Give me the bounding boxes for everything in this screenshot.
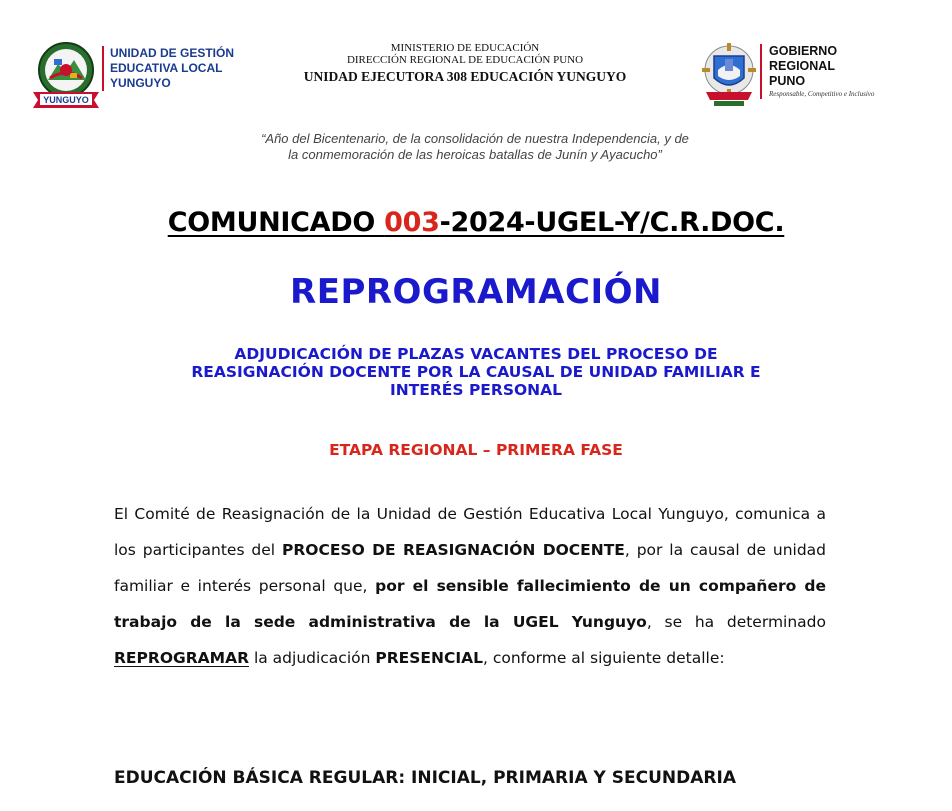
subject-line-3: INTERÉS PERSONAL [389,381,563,399]
body-text-5: , conforme al siguiente detalle: [483,649,725,667]
body-paragraph [114,496,826,676]
subject-heading [100,345,852,399]
body-text-4: la adjudicación [249,649,376,667]
body-bold-process: PROCESO DE REASIGNACIÓN DOCENTE [282,541,625,559]
subject-line-2: REASIGNACIÓN DOCENTE POR LA CAUSAL DE UNIDAD FAMILIAR E [191,363,761,381]
body-text-2: , por la causal de unidad familiar e interés personal que, [114,541,826,595]
ugel-emblem-banner-text: YUNGUYO [43,95,89,105]
gob-slogan: Responsable, Competitivo e Inclusivo [769,90,875,98]
gob-name-line-1: GOBIERNO [769,44,838,58]
gob-name-line-3: PUNO [769,74,806,88]
stage-heading: ETAPA REGIONAL – PRIMERA FASE [329,441,623,459]
body-text-1: El Comité de Reasignación de la Unidad de Gestión Educativa Local Yunguyo, comunica a los participantes del [114,505,826,559]
body-bold-reason: por el sensible fallecimiento de un compañero de trabajo de la sede administrativa de la UGEL Yunguyo [114,577,826,631]
year-motto-line-2: la conmemoración de las heroicas batallas de Junín y Ayacucho” [288,147,662,162]
body-text-3: , se ha determinado [646,613,826,631]
communique-title [0,206,952,240]
communique-prefix: COMUNICADO [167,207,385,238]
section-heading: EDUCACIÓN BÁSICA REGULAR: INICIAL, PRIMARIA Y SECUNDARIA [114,768,736,788]
headline: REPROGRAMACIÓN [290,272,662,312]
subject-line-1: ADJUDICACIÓN DE PLAZAS VACANTES DEL PROCESO DE [234,345,718,363]
body-bold-presencial: PRESENCIAL [375,649,483,667]
letterhead [0,0,952,120]
ugel-name-line-2: EDUCATIVA LOCAL [110,61,223,75]
ministry-name: MINISTERIO DE EDUCACIÓN [390,42,540,54]
communique-number: 003 [384,207,440,238]
ugel-name [102,46,234,91]
executing-unit: UNIDAD EJECUTORA 308 EDUCACIÓN YUNGUYO [303,69,627,84]
gob-name-line-2: REGIONAL [769,59,835,73]
body-bold-reprogramar: REPROGRAMAR [114,649,250,667]
ugel-yunguyo-emblem [30,40,102,110]
regional-direction: DIRECCIÓN REGIONAL DE EDUCACIÓN PUNO [346,54,584,66]
ministry-block [250,42,680,86]
ugel-name-line-1: UNIDAD DE GESTIÓN [110,46,235,60]
communique-suffix: -2024-UGEL-Y/C.R.DOC. [439,207,785,238]
gobierno-regional-name [760,44,874,99]
year-motto-line-1: “Año del Bicentenario, de la consolidación de nuestra Independencia, y de [261,131,689,146]
year-motto [150,131,800,163]
gobierno-regional-puno-shield [700,40,758,110]
ugel-name-line-3: YUNGUYO [110,76,171,90]
